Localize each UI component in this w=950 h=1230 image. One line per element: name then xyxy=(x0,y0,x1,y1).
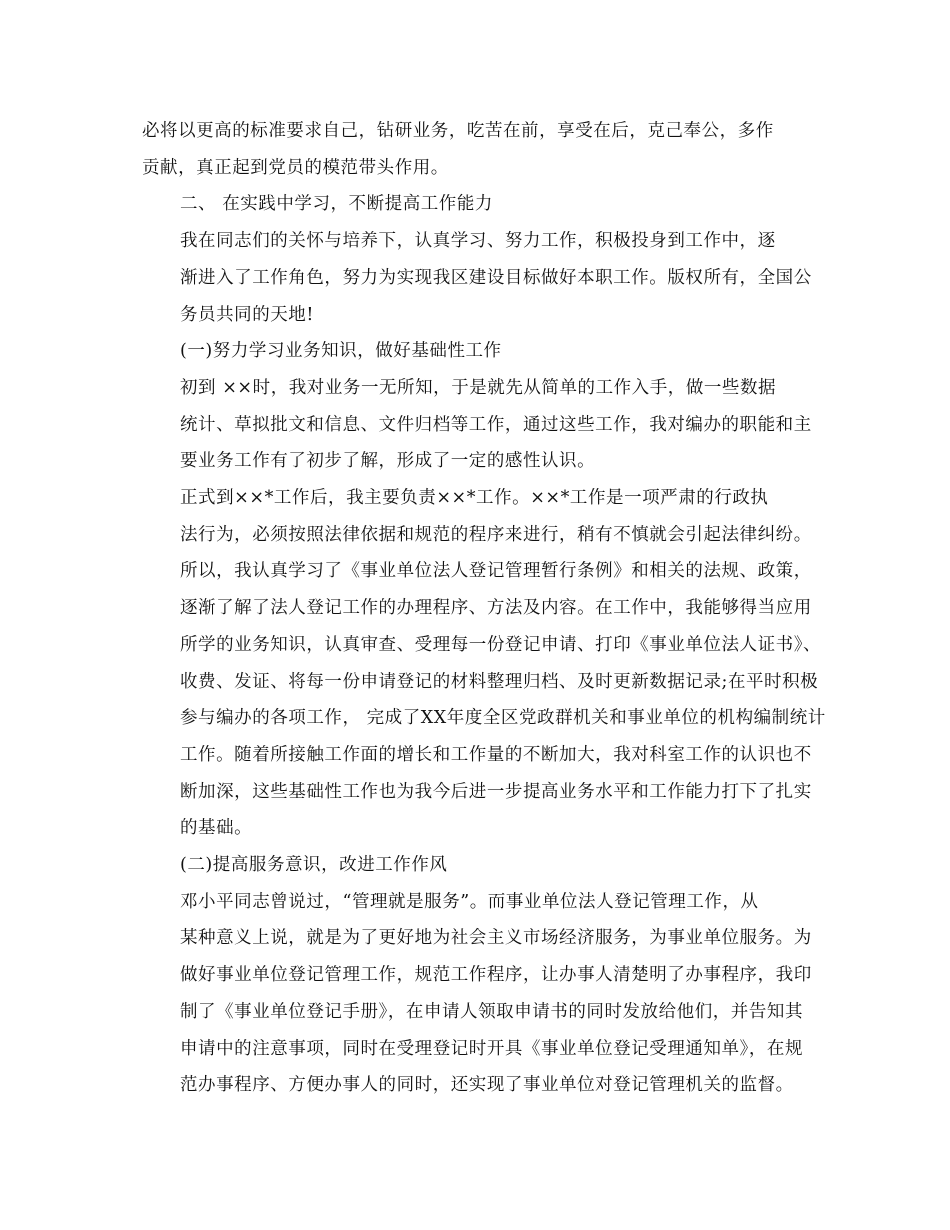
paragraph xyxy=(142,223,812,333)
text-line: (一)努力学习业务知识，做好基础性工作 xyxy=(180,341,502,362)
text-line: 邓小平同志曾说过，“管理就是服务”。而事业单位法人登记管理工作，从 xyxy=(180,891,759,912)
text-line: 正式到××*工作后，我主要负责××*工作。××*工作是一项严肃的行政执 xyxy=(180,488,769,509)
text-line: 所以，我认真学习了《事业单位法人登记管理暂行条例》和相关的法规、政策， xyxy=(180,561,812,582)
paragraph xyxy=(142,480,826,847)
text-line: 申请中的注意事项，同时在受理登记时开具《事业单位登记受理通知单》，在规 xyxy=(180,1038,803,1059)
text-line: 必将以更高的标准要求自己，钻研业务，吃苦在前，享受在后，克己奉公，多作 xyxy=(142,121,774,141)
text-line: 参与编办的各项工作， 完成了XX年度全区党政群机关和事业单位的机构编制统计 xyxy=(180,708,826,729)
paragraph xyxy=(142,113,812,186)
text-line: 工作。随着所接触工作面的增长和工作量的不断加大，我对科室工作的认识也不 xyxy=(180,744,812,765)
text-line: 法行为，必须按照法律依据和规范的程序来进行，稍有不慎就会引起法律纠纷。 xyxy=(180,524,812,545)
text-line: 收费、发证、将每一份申请登记的材料整理归档、及时更新数据记录;在平时积极 xyxy=(180,671,819,692)
text-line: 统计、草拟批文和信息、文件归档等工作，通过这些工作，我对编办的职能和主 xyxy=(180,414,812,435)
section-heading xyxy=(142,186,812,223)
text-line: 的基础。 xyxy=(180,818,253,839)
paragraph xyxy=(142,884,812,1104)
section-heading xyxy=(142,333,812,370)
text-line: 初到 ××时，我对业务一无所知，于是就先从简单的工作入手，做一些数据 xyxy=(180,377,777,398)
text-line: 二、 在实践中学习，不断提高工作能力 xyxy=(180,194,493,215)
text-line: 要业务工作有了初步了解，形成了一定的感性认识。 xyxy=(180,451,596,472)
text-line: 贡献，真正起到党员的模范带头作用。 xyxy=(142,157,449,178)
text-line: 务员共同的天地! xyxy=(180,304,314,325)
text-line: 断加深，这些基础性工作也为我今后进一步提高业务水平和工作能力打下了扎实 xyxy=(180,781,812,802)
document-body xyxy=(142,113,826,1104)
text-line: 我在同志们的关怀与培养下，认真学习、努力工作，积极投身到工作中，逐 xyxy=(180,231,776,252)
text-line: 渐进入了工作角色，努力为实现我区建设目标做好本职工作。版权所有，全国公 xyxy=(180,267,812,288)
text-line: 所学的业务知识，认真审查、受理每一份登记申请、打印《事业单位法人证书》、 xyxy=(180,634,822,655)
text-line: (二)提高服务意识，改进工作作风 xyxy=(180,855,448,876)
text-line: 范办事程序、方便办事人的同时，还实现了事业单位对登记管理机关的监督。 xyxy=(180,1075,794,1096)
paragraph xyxy=(142,370,812,480)
text-line: 逐渐了解了法人登记工作的办理程序、方法及内容。在工作中，我能够得当应用 xyxy=(180,598,812,619)
section-heading xyxy=(142,847,812,884)
text-line: 做好事业单位登记管理工作，规范工作程序，让办事人清楚明了办事程序，我印 xyxy=(180,965,812,986)
text-line: 制了《事业单位登记手册》，在申请人领取申请书的同时发放给他们，并告知其 xyxy=(180,1001,803,1022)
text-line: 某种意义上说，就是为了更好地为社会主义市场经济服务，为事业单位服务。为 xyxy=(180,928,812,949)
